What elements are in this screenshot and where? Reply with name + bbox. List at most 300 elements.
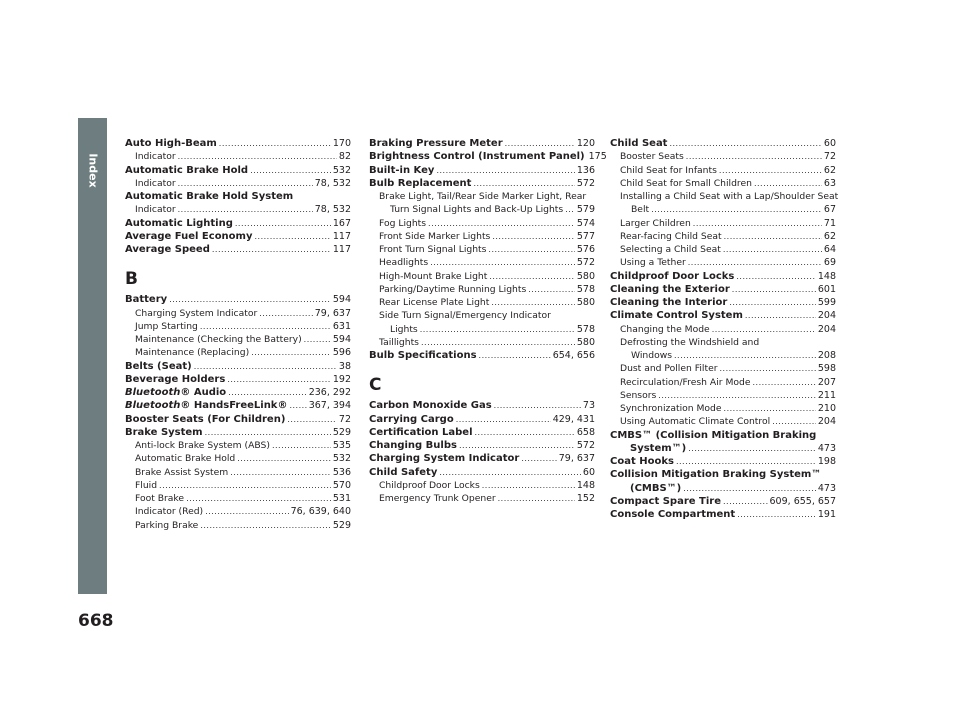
index-subentry bbox=[125, 320, 351, 333]
page-reference[interactable]: 654, 656 bbox=[552, 350, 595, 361]
page-reference[interactable]: 599 bbox=[817, 297, 836, 308]
entry-term-text: Childproof Door Locks bbox=[610, 270, 735, 282]
entry-term-text: Child Seat bbox=[610, 138, 668, 149]
leader-dots bbox=[724, 230, 822, 243]
entry-term-text: Bulb Replacement bbox=[369, 177, 472, 189]
entry-term bbox=[620, 177, 752, 190]
index-subentry bbox=[610, 203, 836, 216]
leader-dots bbox=[421, 336, 575, 349]
entry-term bbox=[620, 164, 717, 177]
page-reference[interactable]: 576 bbox=[576, 244, 595, 255]
index-subentry bbox=[125, 346, 351, 359]
page-reference[interactable]: 204 bbox=[817, 310, 836, 322]
index-subentry bbox=[610, 323, 836, 336]
index-subentry bbox=[610, 230, 836, 243]
page-reference[interactable]: 60 bbox=[823, 138, 836, 149]
page-reference[interactable]: 204 bbox=[817, 323, 836, 335]
page-reference[interactable]: 117 bbox=[332, 244, 351, 255]
index-entry bbox=[369, 150, 607, 163]
index-subentry bbox=[610, 190, 839, 203]
index-subentry bbox=[610, 243, 836, 256]
index-subentry bbox=[610, 402, 836, 415]
index-entry bbox=[610, 296, 836, 309]
index-subentry bbox=[610, 376, 836, 389]
leader-dots bbox=[439, 466, 581, 479]
entry-term-text: ® Audio bbox=[180, 387, 227, 398]
leader-dots bbox=[205, 426, 331, 439]
entry-term bbox=[620, 323, 710, 336]
index-entry bbox=[125, 164, 351, 177]
entry-term bbox=[369, 466, 437, 479]
page-reference[interactable]: 572 bbox=[576, 440, 595, 451]
entry-term-text: Indicator bbox=[135, 177, 176, 189]
entry-term-text: Maintenance (Checking the Battery) bbox=[135, 334, 302, 345]
index-subentry bbox=[610, 217, 836, 230]
leader-dots bbox=[475, 426, 575, 439]
page-reference[interactable]: 117 bbox=[332, 230, 351, 242]
entry-term bbox=[620, 402, 722, 415]
entry-term bbox=[135, 346, 249, 359]
entry-term bbox=[610, 137, 667, 150]
page-reference[interactable]: 596 bbox=[332, 347, 351, 359]
leader-dots bbox=[488, 243, 574, 256]
entry-term-text: Coat Hooks bbox=[610, 456, 674, 467]
index-entry bbox=[610, 495, 836, 508]
index-entry bbox=[125, 386, 351, 399]
index-entry bbox=[369, 452, 595, 465]
entry-term bbox=[390, 323, 418, 336]
leader-dots bbox=[430, 256, 575, 269]
entry-term bbox=[135, 452, 235, 465]
entry-term-text: Charging System Indicator bbox=[135, 307, 258, 319]
entry-term bbox=[620, 389, 656, 402]
entry-term-text: Maintenance (Replacing) bbox=[135, 347, 250, 359]
leader-dots bbox=[250, 164, 331, 177]
index-entry bbox=[610, 270, 836, 283]
page-reference[interactable]: 62 bbox=[823, 164, 836, 176]
leader-dots bbox=[428, 217, 575, 230]
entry-term-text: Brake System bbox=[125, 426, 203, 438]
index-entry bbox=[369, 177, 595, 190]
leader-dots bbox=[200, 519, 331, 532]
leader-dots bbox=[505, 137, 575, 150]
entry-term-text: Child Seat for Infants bbox=[620, 164, 717, 176]
entry-term bbox=[125, 386, 226, 399]
page-reference[interactable]: 572 bbox=[576, 177, 595, 189]
entry-term bbox=[620, 415, 770, 428]
entry-term-text: Child Safety bbox=[369, 466, 438, 478]
index-subentry bbox=[125, 150, 351, 163]
page-reference[interactable]: 60 bbox=[582, 466, 595, 478]
page-reference[interactable]: 78, 532 bbox=[314, 177, 351, 189]
leader-dots bbox=[473, 177, 574, 190]
page-reference[interactable]: 78, 532 bbox=[314, 204, 351, 216]
entry-term-text: Indicator bbox=[135, 204, 176, 216]
entry-term bbox=[610, 296, 727, 309]
entry-term bbox=[379, 492, 496, 505]
index-column-1 bbox=[125, 137, 351, 532]
index-subentry bbox=[125, 333, 351, 346]
index-entry bbox=[369, 399, 595, 412]
leader-dots bbox=[489, 270, 575, 283]
leader-dots bbox=[683, 482, 816, 495]
entry-term bbox=[135, 479, 157, 492]
leader-dots bbox=[669, 137, 821, 150]
entry-term-text: Childproof Door Locks bbox=[379, 479, 480, 491]
index-subentry bbox=[369, 190, 595, 203]
index-subentry bbox=[369, 243, 595, 256]
entry-term-text: Battery bbox=[125, 294, 168, 306]
entry-term bbox=[369, 177, 471, 190]
page-reference[interactable]: 148 bbox=[576, 479, 595, 491]
entry-term-text: Using a Tether bbox=[620, 257, 686, 269]
entry-term-text: Bulb Specifications bbox=[369, 350, 477, 361]
entry-term-text: Braking Pressure Meter bbox=[369, 138, 503, 149]
entry-term bbox=[620, 217, 691, 230]
entry-term-text: Rear License Plate Light bbox=[379, 297, 490, 308]
entry-term bbox=[630, 482, 681, 495]
index-subentry bbox=[369, 203, 595, 216]
index-entry bbox=[610, 468, 836, 481]
entry-term-text: Foot Brake bbox=[135, 493, 185, 504]
leader-dots bbox=[693, 217, 822, 230]
entry-term bbox=[620, 243, 721, 256]
entry-term bbox=[125, 413, 285, 426]
index-subentry bbox=[610, 336, 836, 349]
leader-dots bbox=[420, 323, 575, 336]
entry-term-text: System™) bbox=[630, 442, 687, 454]
entry-term-text: Windows bbox=[631, 350, 673, 361]
page-reference[interactable]: 175 bbox=[588, 151, 607, 163]
leader-dots bbox=[723, 495, 768, 508]
entry-term bbox=[125, 426, 203, 439]
entry-term-text: Sensors bbox=[620, 389, 657, 401]
entry-term bbox=[379, 230, 490, 243]
entry-term-text: Larger Children bbox=[620, 217, 691, 229]
page-reference[interactable]: 207 bbox=[817, 376, 836, 388]
entry-term-text: Automatic Brake Hold bbox=[135, 453, 236, 465]
leader-dots bbox=[212, 243, 331, 256]
page-reference[interactable]: 531 bbox=[332, 493, 351, 504]
index-subentry bbox=[369, 283, 595, 296]
index-subentry bbox=[125, 466, 351, 479]
page-reference[interactable]: 191 bbox=[817, 509, 836, 520]
page-reference[interactable]: 579 bbox=[576, 204, 595, 216]
entry-term bbox=[135, 150, 176, 163]
entry-term bbox=[369, 426, 473, 439]
index-subentry bbox=[125, 307, 351, 320]
index-entry bbox=[125, 399, 351, 412]
page-reference[interactable]: 79, 637 bbox=[314, 307, 351, 319]
index-subentry bbox=[369, 479, 595, 492]
entry-term bbox=[620, 376, 751, 389]
leader-dots bbox=[287, 413, 337, 426]
entry-term bbox=[620, 150, 684, 163]
page-reference[interactable]: 67 bbox=[823, 204, 836, 216]
entry-term bbox=[135, 333, 302, 346]
section-letter-heading: B bbox=[125, 269, 138, 290]
entry-term-text: ® HandsFreeLink® bbox=[180, 400, 288, 412]
entry-term bbox=[379, 479, 480, 492]
leader-dots bbox=[729, 296, 816, 309]
index-entry bbox=[125, 413, 351, 426]
index-column-3 bbox=[610, 137, 839, 521]
leader-dots bbox=[304, 333, 331, 346]
index-entry bbox=[125, 426, 351, 439]
page-reference[interactable]: 529 bbox=[332, 519, 351, 531]
entry-term bbox=[610, 270, 734, 283]
leader-dots bbox=[436, 164, 574, 177]
index-entry bbox=[369, 426, 595, 439]
page-reference[interactable]: 580 bbox=[576, 336, 595, 348]
page-reference[interactable]: 198 bbox=[817, 456, 836, 467]
leader-dots bbox=[219, 137, 331, 150]
page-reference[interactable]: 658 bbox=[576, 426, 595, 438]
index-subentry bbox=[125, 505, 351, 518]
leader-dots bbox=[688, 442, 816, 455]
index-subentry bbox=[610, 389, 836, 402]
leader-dots bbox=[688, 256, 822, 269]
page-reference[interactable]: 580 bbox=[576, 297, 595, 308]
page-reference[interactable]: 210 bbox=[817, 403, 836, 414]
entry-term bbox=[369, 413, 454, 426]
entry-term-text: Dust and Pollen Filter bbox=[620, 363, 718, 375]
index-entry bbox=[125, 217, 351, 230]
entry-term-text: Headlights bbox=[379, 257, 429, 269]
leader-dots bbox=[178, 203, 313, 216]
entry-term-text: Compact Spare Tire bbox=[610, 495, 721, 507]
entry-term-text: Indicator bbox=[135, 151, 176, 163]
page-reference[interactable]: 532 bbox=[332, 453, 351, 465]
page-reference[interactable]: 473 bbox=[817, 442, 836, 454]
page-reference[interactable]: 601 bbox=[817, 283, 836, 295]
page-reference[interactable]: 76, 639, 640 bbox=[290, 506, 351, 518]
index-subentry bbox=[610, 256, 836, 269]
page-reference[interactable]: 71 bbox=[823, 217, 836, 229]
page-reference[interactable]: 598 bbox=[817, 363, 836, 375]
page-reference[interactable]: 473 bbox=[817, 482, 836, 494]
entry-term-text: Parking/Daytime Running Lights bbox=[379, 283, 527, 295]
page-reference[interactable]: 204 bbox=[817, 416, 836, 428]
page-reference[interactable]: 609, 655, 657 bbox=[769, 495, 836, 507]
entry-term-text: Charging System Indicator bbox=[369, 453, 520, 465]
entry-term bbox=[630, 442, 686, 455]
index-subentry bbox=[610, 362, 836, 375]
index-subentry bbox=[125, 203, 351, 216]
page-reference[interactable]: 192 bbox=[332, 373, 351, 385]
page-reference[interactable]: 167 bbox=[332, 217, 351, 229]
entry-term-text: Taillights bbox=[379, 336, 419, 348]
entry-term bbox=[369, 452, 519, 465]
page-reference[interactable]: 72 bbox=[338, 413, 351, 425]
page-reference[interactable]: 594 bbox=[332, 294, 351, 306]
page-reference[interactable]: 208 bbox=[817, 350, 836, 361]
page-reference[interactable]: 578 bbox=[576, 323, 595, 335]
leader-dots bbox=[159, 479, 331, 492]
entry-term bbox=[631, 203, 649, 216]
entry-term bbox=[379, 243, 486, 256]
leader-dots bbox=[227, 373, 331, 386]
entry-term-text: Cleaning the Exterior bbox=[610, 283, 730, 295]
leader-dots bbox=[259, 307, 313, 320]
page-reference[interactable]: 631 bbox=[332, 320, 351, 332]
entry-term bbox=[125, 217, 233, 230]
page-reference[interactable]: 82 bbox=[338, 151, 351, 163]
entry-term bbox=[369, 164, 434, 177]
leader-dots bbox=[528, 283, 575, 296]
page-reference[interactable]: 529 bbox=[332, 426, 351, 438]
entry-term-text: Booster Seats bbox=[620, 151, 684, 163]
entry-term bbox=[369, 399, 492, 412]
page-reference[interactable]: 211 bbox=[817, 389, 836, 401]
entry-term-text: Built-in Key bbox=[369, 164, 435, 176]
leader-dots bbox=[169, 293, 331, 306]
leader-dots bbox=[565, 203, 575, 216]
entry-term bbox=[369, 150, 585, 163]
page-reference[interactable]: 572 bbox=[576, 257, 595, 269]
entry-term: Side Turn Signal/Emergency Indicator bbox=[379, 310, 551, 322]
leader-dots bbox=[745, 309, 816, 322]
entry-term-text: Using Automatic Climate Control bbox=[620, 416, 771, 428]
entry-term bbox=[620, 362, 718, 375]
entry-term bbox=[390, 203, 563, 216]
index-entry bbox=[610, 442, 836, 455]
index-subentry bbox=[369, 492, 595, 505]
page-reference[interactable]: 69 bbox=[823, 257, 836, 269]
leader-dots bbox=[251, 346, 331, 359]
page-reference[interactable]: 38 bbox=[338, 360, 351, 372]
entry-term bbox=[135, 177, 176, 190]
page-reference[interactable]: 120 bbox=[576, 138, 595, 149]
page-reference[interactable]: 136 bbox=[576, 164, 595, 176]
entry-term-text: Changing the Mode bbox=[620, 323, 710, 335]
entry-term bbox=[135, 439, 270, 452]
leader-dots bbox=[186, 492, 331, 505]
leader-dots bbox=[712, 323, 816, 336]
entry-term bbox=[369, 439, 457, 452]
index-entry bbox=[610, 137, 836, 150]
entry-term-text: Rear-facing Child Seat bbox=[620, 230, 722, 242]
entry-term bbox=[369, 137, 503, 150]
entry-term-text: Automatic Lighting bbox=[125, 217, 233, 229]
entry-term bbox=[135, 519, 198, 532]
index-subentry bbox=[610, 349, 836, 362]
entry-term: Collision Mitigation Braking System™ bbox=[610, 469, 822, 481]
page-reference[interactable]: 148 bbox=[817, 270, 836, 282]
index-subentry bbox=[125, 492, 351, 505]
entry-term-text: Child Seat for Small Children bbox=[620, 177, 752, 189]
entry-term-text: Cleaning the Interior bbox=[610, 297, 728, 308]
page-reference[interactable]: 570 bbox=[332, 479, 351, 491]
page-reference[interactable]: 429, 431 bbox=[552, 413, 595, 425]
page-reference[interactable]: 532 bbox=[332, 164, 351, 176]
leader-dots bbox=[732, 283, 816, 296]
leader-dots bbox=[772, 415, 816, 428]
index-subentry bbox=[610, 164, 836, 177]
page-reference[interactable]: 594 bbox=[332, 334, 351, 345]
entry-term-text: Changing Bulbs bbox=[369, 440, 457, 451]
index-subentry bbox=[125, 177, 351, 190]
page-reference[interactable]: 535 bbox=[332, 440, 351, 451]
leader-dots bbox=[676, 455, 816, 468]
page-reference[interactable]: 63 bbox=[823, 177, 836, 189]
entry-term bbox=[369, 349, 477, 362]
index-entry bbox=[610, 482, 836, 495]
entry-term bbox=[379, 296, 489, 309]
entry-term-text: Jump Starting bbox=[135, 320, 198, 332]
entry-term bbox=[379, 256, 428, 269]
page-reference[interactable]: 574 bbox=[576, 217, 595, 229]
entry-term-text: Indicator (Red) bbox=[135, 506, 204, 518]
entry-term bbox=[610, 283, 730, 296]
leader-dots bbox=[494, 399, 581, 412]
page-reference[interactable]: 73 bbox=[582, 400, 595, 412]
index-subentry bbox=[125, 519, 351, 532]
page-reference[interactable]: 64 bbox=[823, 244, 836, 255]
entry-term bbox=[135, 320, 198, 333]
leader-dots bbox=[178, 177, 313, 190]
entry-term-text: Recirculation/Fresh Air Mode bbox=[620, 376, 751, 388]
entry-term-text: Emergency Trunk Opener bbox=[379, 493, 496, 504]
index-entry bbox=[610, 429, 836, 442]
entry-term-text: Lights bbox=[390, 323, 418, 335]
page-reference[interactable]: 152 bbox=[576, 493, 595, 504]
index-entry bbox=[610, 309, 836, 322]
index-entry bbox=[125, 190, 351, 203]
entry-term-text: Certification Label bbox=[369, 426, 473, 438]
entry-term bbox=[135, 203, 176, 216]
entry-term-text: Climate Control System bbox=[610, 310, 743, 322]
leader-dots bbox=[723, 243, 822, 256]
page-reference[interactable]: 72 bbox=[823, 151, 836, 163]
entry-term-text: Automatic Brake Hold bbox=[125, 164, 249, 176]
entry-term-text: Anti-lock Brake System (ABS) bbox=[135, 440, 270, 451]
leader-dots bbox=[228, 386, 307, 399]
index-subentry bbox=[369, 256, 595, 269]
entry-term-text: Belts (Seat) bbox=[125, 360, 192, 372]
page-reference[interactable]: 236, 292 bbox=[308, 387, 351, 398]
leader-dots bbox=[686, 150, 822, 163]
page-reference[interactable]: 79, 637 bbox=[558, 453, 595, 465]
page-reference[interactable]: 367, 394 bbox=[308, 400, 351, 412]
leader-dots bbox=[255, 230, 331, 243]
index-subentry bbox=[369, 230, 595, 243]
page-reference[interactable]: 62 bbox=[823, 230, 836, 242]
page-reference[interactable]: 578 bbox=[576, 283, 595, 295]
entry-term bbox=[135, 466, 228, 479]
entry-term bbox=[610, 508, 735, 521]
page-reference[interactable]: 536 bbox=[332, 466, 351, 478]
entry-term: Automatic Brake Hold System bbox=[125, 191, 294, 202]
index-subentry bbox=[125, 452, 351, 465]
index-entry bbox=[369, 164, 595, 177]
index-subentry bbox=[610, 415, 836, 428]
entry-term bbox=[610, 495, 721, 508]
entry-term bbox=[125, 230, 253, 243]
entry-term: Defrosting the Windshield and bbox=[620, 336, 760, 348]
entry-term bbox=[135, 505, 203, 518]
index-entry bbox=[125, 137, 351, 150]
leader-dots bbox=[720, 362, 816, 375]
index-subentry bbox=[369, 217, 595, 230]
page-reference[interactable]: 577 bbox=[576, 230, 595, 242]
index-entry bbox=[610, 508, 836, 521]
page-reference[interactable]: 170 bbox=[332, 138, 351, 149]
entry-term bbox=[135, 492, 184, 505]
index-subentry bbox=[610, 177, 836, 190]
index-entry bbox=[610, 455, 836, 468]
page-reference[interactable]: 580 bbox=[576, 270, 595, 282]
